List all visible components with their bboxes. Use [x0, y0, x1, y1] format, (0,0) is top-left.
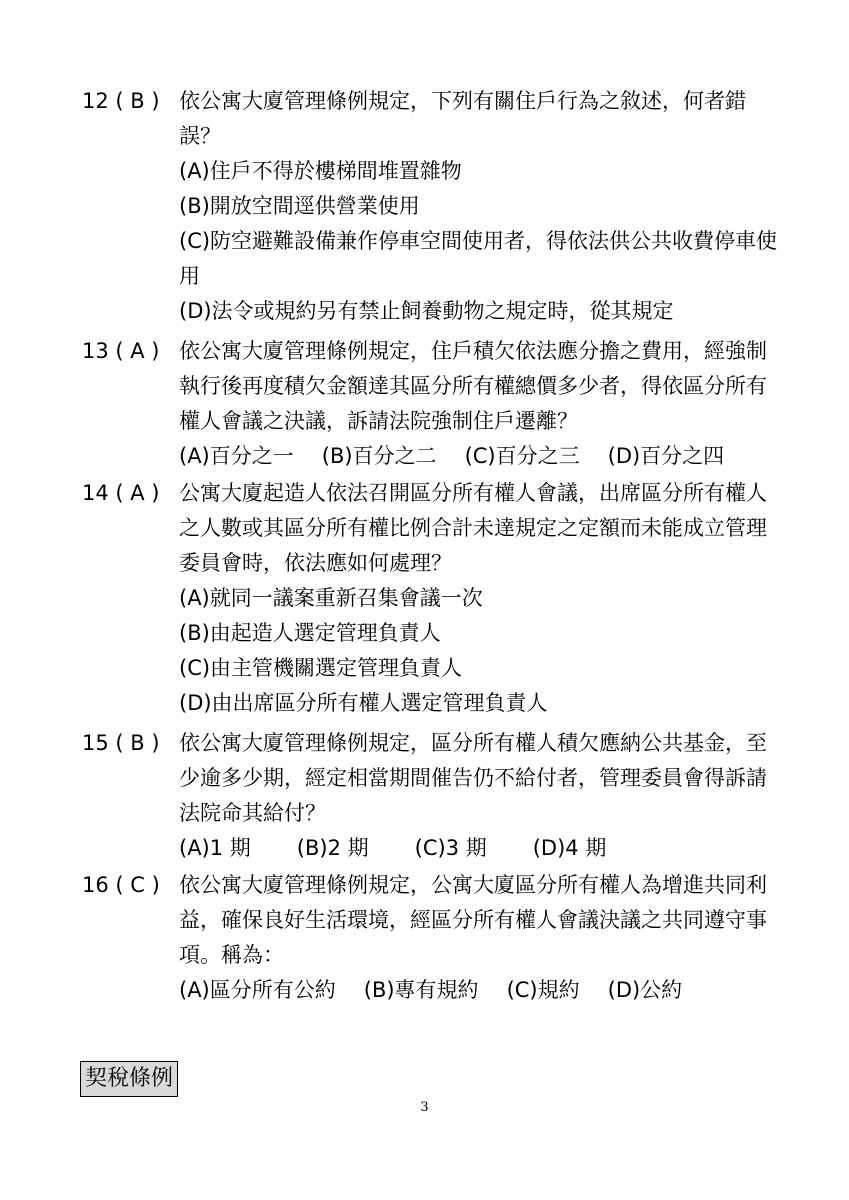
question-13 [82, 334, 782, 474]
option-d: (D)公約 [607, 978, 683, 1002]
option-b: (B)專有規約 [363, 978, 479, 1002]
question-stem: 公寓大廈起造人依法召開區分所有權人會議，出席區分所有權人之人數或其區分所有權比例合計未達規定之定額而未能成立管理委員會時，依法應如何處理？ [179, 481, 767, 575]
option-a: (A)百分之一 [179, 444, 294, 468]
question-stem: 依公寓大廈管理條例規定，公寓大廈區分所有權人為增進共同利益，確保良好生活環境，經區分所有權人會議決議之共同遵守事項。稱為： [179, 873, 767, 967]
question-number: 12 ( B ) [82, 89, 160, 113]
question-15 [82, 726, 782, 866]
option-c: (C)百分之三 [464, 444, 580, 468]
option-d: (D)由出席區分所有權人選定管理負責人 [179, 691, 548, 715]
question-14 [82, 476, 782, 721]
question-stem: 依公寓大廈管理條例規定，住戶積欠依法應分擔之費用，經強制執行後再度積欠金額達其區分所有權總價多少者，得依區分所有權人會議之決議，訴請法院強制住戶遷離？ [179, 339, 767, 433]
option-c: (C)防空避難設備兼作停車空間使用者，得依法供公共收費停車使用 [179, 229, 778, 288]
option-d: (D)百分之四 [607, 444, 725, 468]
option-a: (A)就同一議案重新召集會議一次 [179, 586, 483, 610]
page-number: 3 [420, 1100, 429, 1115]
question-12 [82, 84, 782, 329]
option-a: (A)區分所有公約 [179, 978, 336, 1002]
option-c: (C)由主管機關選定管理負責人 [179, 656, 463, 680]
option-a: (A)住戶不得於樓梯間堆置雜物 [179, 159, 462, 183]
option-c: (C)規約 [506, 978, 580, 1002]
question-number: 13 ( A ) [82, 339, 160, 363]
option-b: (B)百分之二 [321, 444, 437, 468]
option-b: (B)開放空間逕供營業使用 [179, 194, 420, 218]
option-a: (A)1 期 [179, 836, 251, 860]
question-number: 15 ( B ) [82, 731, 160, 755]
question-stem: 依公寓大廈管理條例規定，下列有關住戶行為之敘述，何者錯誤？ [179, 89, 746, 148]
option-c: (C)3 期 [414, 836, 487, 860]
section-title: 契稅條例 [80, 1061, 178, 1097]
option-b: (B)2 期 [296, 836, 369, 860]
option-d: (D)4 期 [532, 836, 607, 860]
option-b: (B)由起造人選定管理負責人 [179, 621, 441, 645]
question-number: 14 ( A ) [82, 481, 160, 505]
question-16 [82, 868, 782, 1008]
question-number: 16 ( C ) [82, 873, 160, 897]
option-d: (D)法令或規約另有禁止飼養動物之規定時，從其規定 [179, 299, 674, 323]
question-stem: 依公寓大廈管理條例規定，區分所有權人積欠應納公共基金，至少逾多少期，經定相當期間催告仍不給付者，管理委員會得訴請法院命其給付？ [179, 731, 767, 825]
